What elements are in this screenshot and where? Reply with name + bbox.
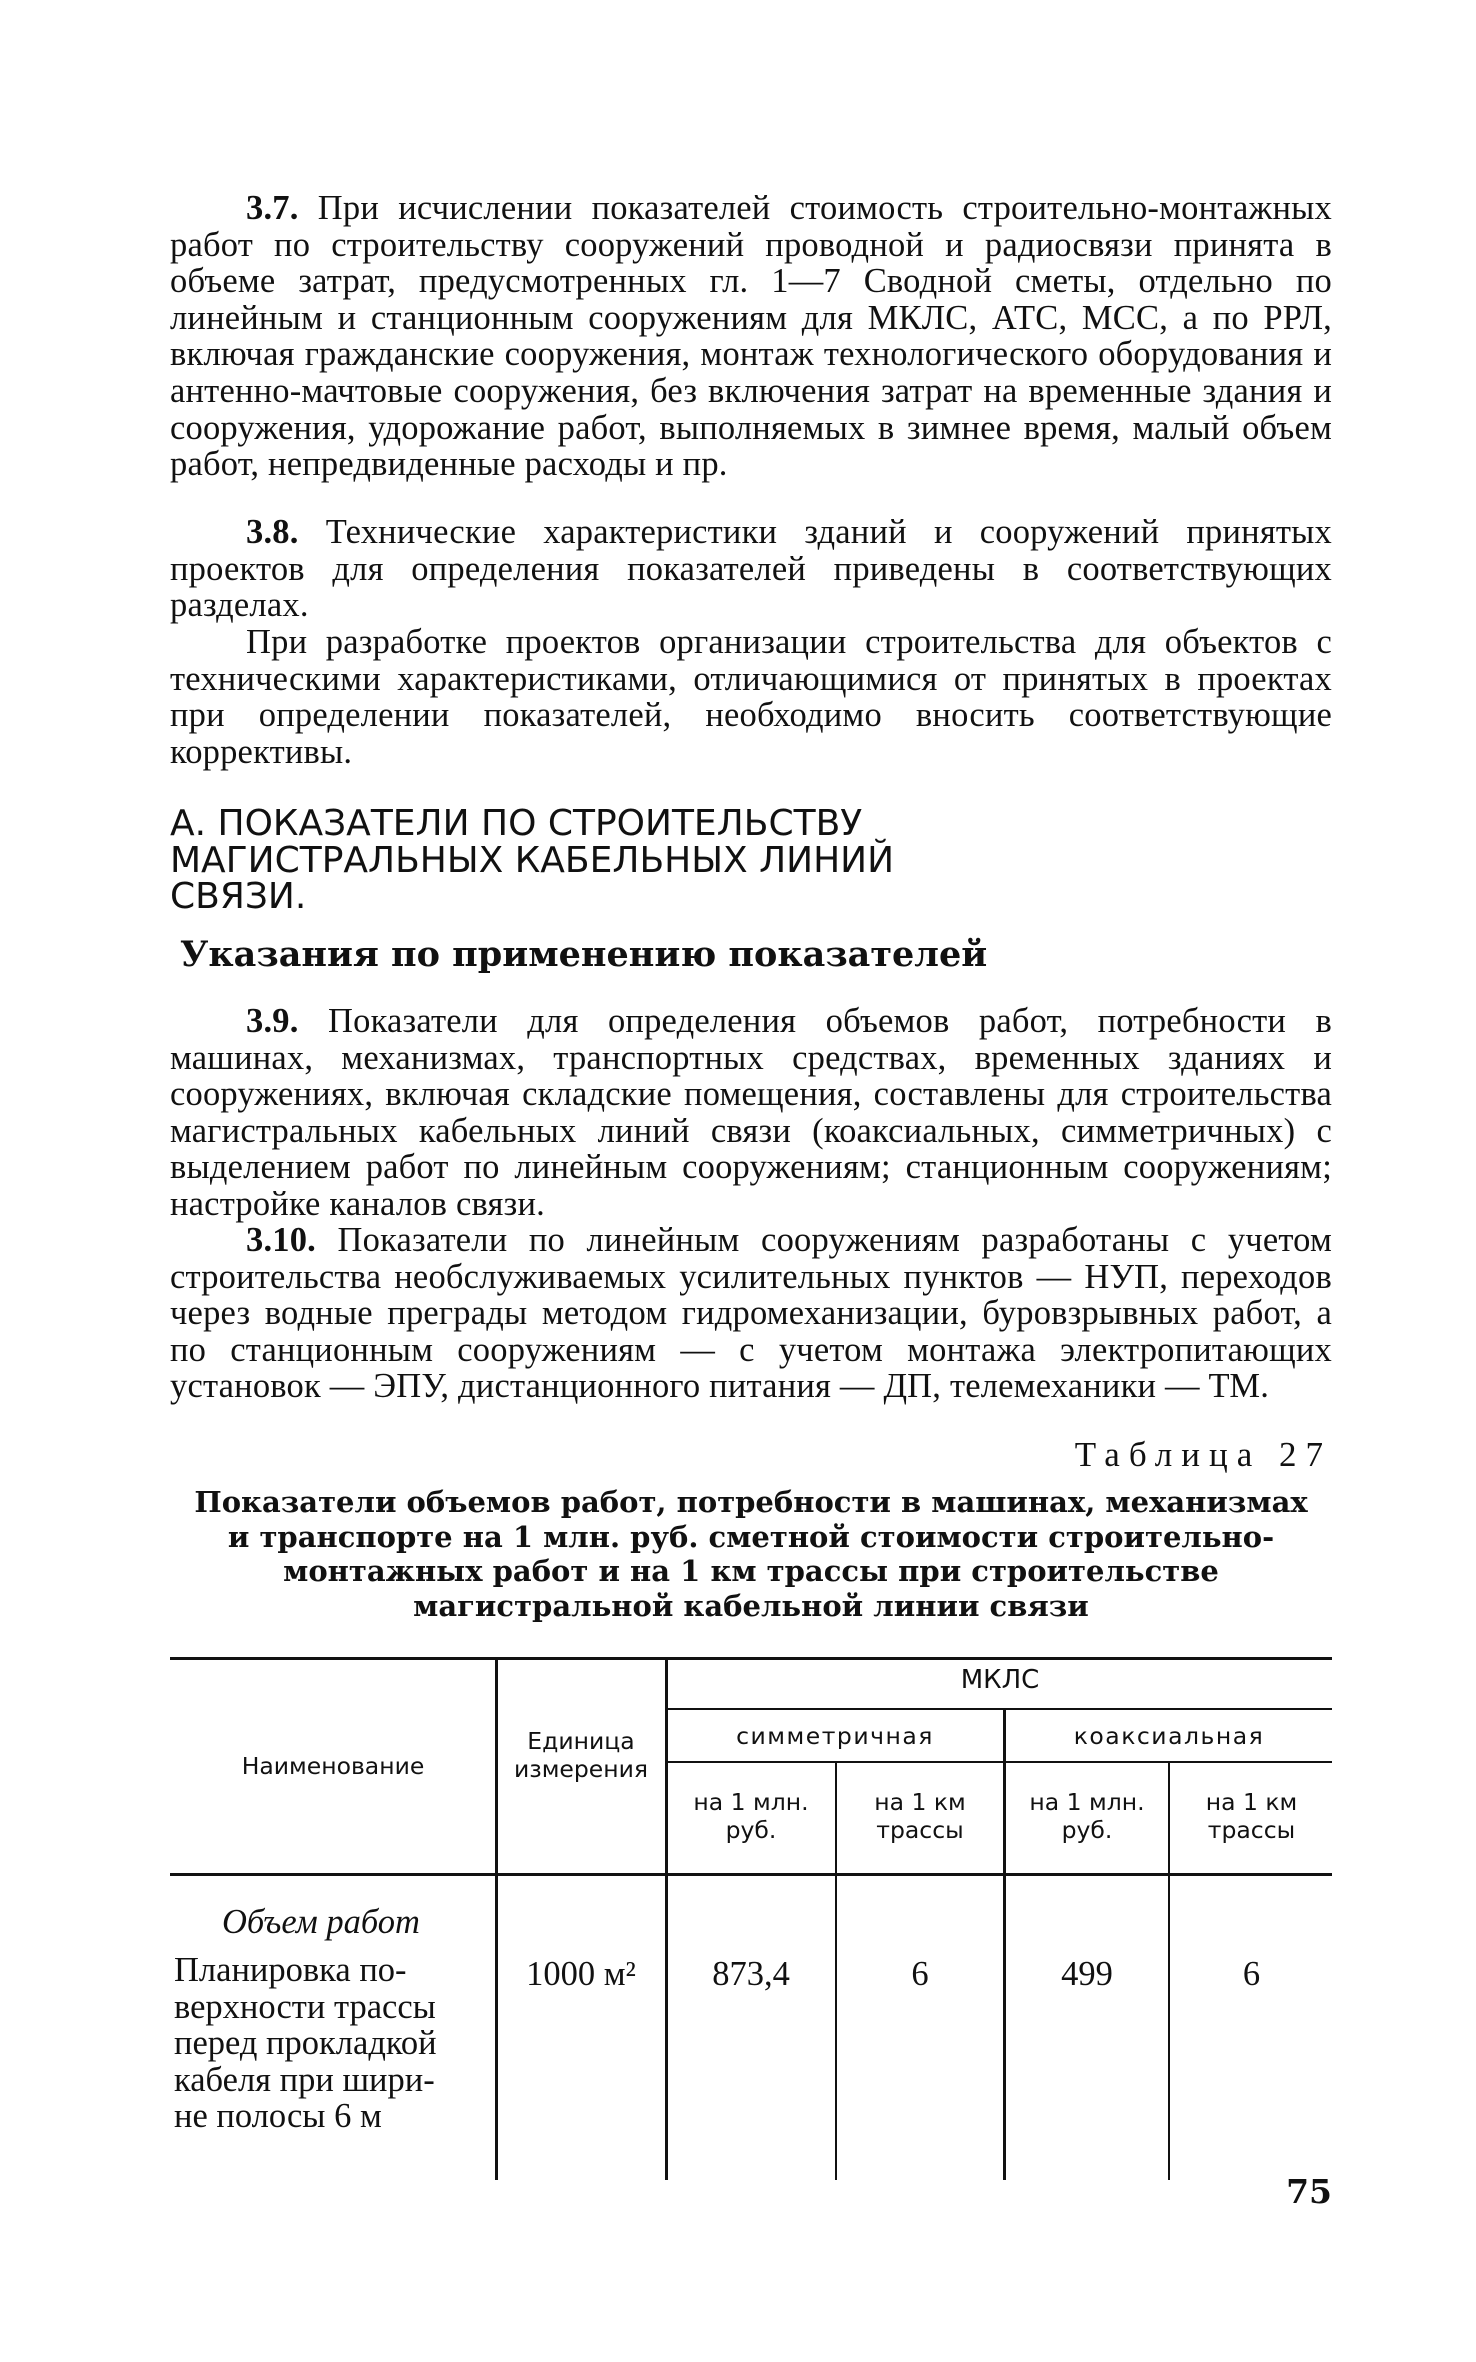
column-divider [835, 1762, 837, 2180]
table-number: Таблица 27 [1074, 1435, 1332, 1474]
header-mklc: МКЛС [960, 1665, 1040, 1695]
table-group-label: Объем работ [222, 1903, 420, 1941]
header-symmetric: симметричная [736, 1722, 934, 1750]
paragraph-3-9 [170, 1003, 1332, 1223]
paragraph-note [170, 624, 1332, 770]
paragraph-number: 3.8. [246, 513, 299, 551]
header-per-million: на 1 млн. руб. [693, 1788, 809, 1844]
page-number: 75 [1286, 2172, 1332, 2211]
table-cell-sym-km: 6 [911, 1955, 929, 1993]
section-heading: А. ПОКАЗАТЕЛИ ПО СТРОИТЕЛЬСТВУ МАГИСТРАЛЬНЫХ КАБЕЛЬНЫХ ЛИНИЙ СВЯЗИ. [170, 803, 895, 917]
header-per-km: на 1 км трассы [874, 1788, 966, 1844]
table-cell-coax-mln: 499 [1061, 1955, 1113, 1993]
paragraph-text: При исчислении показателей стоимость строительно-монтажных работ по строительству сооружений проводной и радиосвязи принята в объеме затрат, предусмотренных гл. 1—7 Сводной сметы, отдельно по линейным и станционным сооружениям для МКЛС, АТС, МСС, а по РРЛ, включая гражданские сооружения, монтаж технологического оборудования и антенно-мачтовые сооружения, без включения затрат на временные здания и сооружения, удорожание работ, выполняемых в зимнее время, малый объем работ, непредвиденные расходы и пр. [170, 189, 1332, 484]
header-coaxial: коаксиальная [1073, 1722, 1265, 1750]
paragraph-3-10 [170, 1222, 1332, 1405]
paragraph-text: Показатели по линейным сооружениям разработаны с учетом строительства необслуживаемых усилительных пунктов — НУП, переходов через водные преграды методом гидромеханизации, буровзрывных работ, а по станционным сооружениям — с учетом монтажа электропитающих установок — ЭПУ, дистанционного питания — ДП, телемеханики — ТМ. [170, 1221, 1332, 1406]
table-cell-unit: 1000 м² [526, 1955, 636, 1993]
paragraph-text: Показатели для определения объемов работ, потребности в машинах, механизмах, транспортных средствах, временных зданиях и сооружениях, включая складские помещения, составлены для строительства магистральных кабельных линий связи (коаксиальных, симметричных) с выделением работ по линейным сооружениям; станционным сооружениям; настройке каналов связи. [170, 1002, 1333, 1223]
paragraph-3-8 [170, 514, 1332, 624]
column-divider [1003, 1709, 1006, 2180]
header-unit: Единица измерения [513, 1727, 649, 1783]
paragraph-text: При разработке проектов организации строительства для объектов с техническими характеристиками, отличающимися от принятых в проектах при определении показателей, необходимо вносить соответствующие коррективы. [170, 623, 1332, 771]
paragraph-number: 3.10. [246, 1221, 316, 1259]
header-per-million: на 1 млн. руб. [1029, 1788, 1145, 1844]
paragraph-number: 3.7. [246, 189, 299, 227]
table-title: Показатели объемов работ, потребности в машинах, механизмах и транспорте на 1 млн. руб. сметной стоимости строительно- монтажных работ и на 1 км трассы при строительстве магистральной кабельной линии связи [194, 1485, 1308, 1623]
paragraph-3-7 [170, 190, 1332, 483]
header-per-km: на 1 км трассы [1205, 1788, 1298, 1844]
table-cell-coax-km: 6 [1242, 1955, 1261, 1993]
table-row-name: Планировка по- верхности трассы перед прокладкой кабеля при шири- не полосы 6 м [174, 1951, 437, 2136]
column-divider [1168, 1762, 1170, 2180]
header-rule-mklc [666, 1708, 1332, 1710]
table-header-bottom-rule [170, 1873, 1332, 1876]
header-rule-kinds [666, 1761, 1332, 1763]
header-name: Наименование [241, 1752, 425, 1780]
sub-heading: Указания по применению показателей [180, 934, 988, 975]
paragraph-number: 3.9. [246, 1002, 299, 1040]
table-cell-sym-mln: 873,4 [712, 1955, 790, 1993]
paragraph-text: Технические характеристики зданий и сооружений принятых проектов для определения показателей приведены в соответствующих разделах. [170, 513, 1333, 625]
table-top-rule [170, 1657, 1332, 1660]
